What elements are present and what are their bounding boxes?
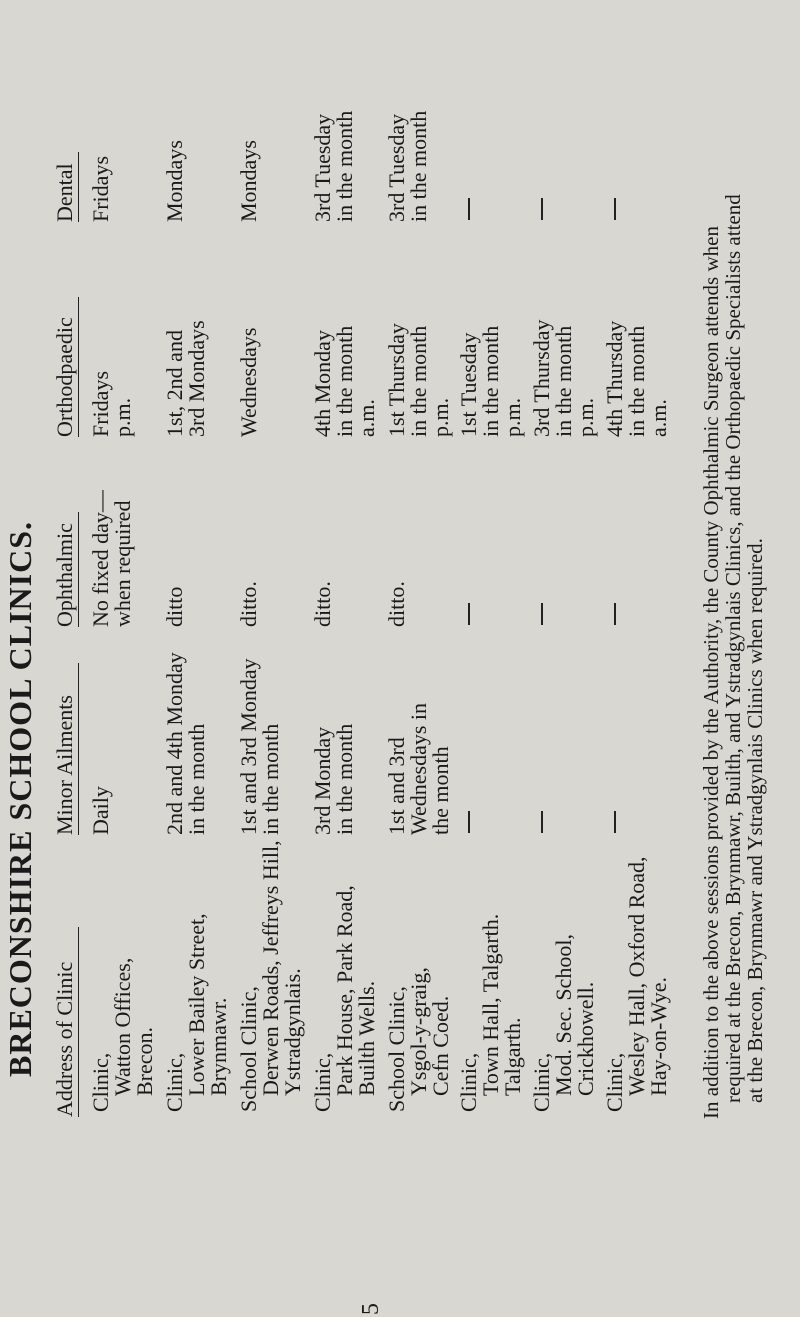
orthopaedic-cell xyxy=(458,326,524,437)
address-cell xyxy=(531,934,597,1112)
ophthalmic-cell xyxy=(238,581,260,627)
cell-line: ditto. xyxy=(236,581,261,627)
cell-line: Ystradgynlais. xyxy=(280,968,305,1096)
minor-ailments-cell xyxy=(238,658,282,835)
cell-line: in the month xyxy=(332,723,357,835)
cell-line: 4th Thursday xyxy=(602,320,627,437)
cell-line: 1st Thursday xyxy=(384,323,409,437)
cell-line: 3rd Thursday xyxy=(529,319,554,437)
cell-line: School Clinic, xyxy=(384,986,409,1112)
header-underline-address xyxy=(78,927,79,1117)
minor-empty-dash xyxy=(541,811,543,833)
page-number: 5 xyxy=(358,1303,384,1315)
cell-line: Mod. Sec. School, xyxy=(551,934,576,1096)
minor-ailments-cell xyxy=(312,724,356,835)
header-address: Address of Clinic xyxy=(52,961,77,1117)
page-title: BRECONSHIRE SCHOOL CLINICS. xyxy=(2,520,38,1077)
orthopaedic-cell xyxy=(386,323,452,437)
orthopaedic-cell xyxy=(604,321,670,437)
cell-line: Lower Bailey Street, xyxy=(184,913,209,1096)
minor-ailments-cell xyxy=(386,703,452,835)
dental-empty-dash xyxy=(541,198,543,220)
address-cell xyxy=(90,958,156,1112)
cell-line: Fridays xyxy=(88,371,113,437)
cell-line: Wesley Hall, Oxford Road, xyxy=(624,856,649,1096)
cell-line: Mondays xyxy=(236,140,261,222)
cell-line: ditto xyxy=(162,586,187,627)
cell-line: a.m. xyxy=(646,399,671,437)
header-orthopaedic: Orthodpaedic xyxy=(52,317,77,437)
cell-line: Daily xyxy=(88,786,113,835)
dental-cell xyxy=(164,140,186,222)
ophthalmic-cell xyxy=(164,587,186,627)
cell-line: Clinic, xyxy=(88,1052,113,1112)
cell-line: Derwen Roads, Jeffreys Hill, xyxy=(258,840,283,1096)
orthopaedic-cell xyxy=(238,328,260,437)
cell-line: Talgarth. xyxy=(500,1017,525,1096)
cell-line: Cefn Coed. xyxy=(428,995,453,1096)
orthopaedic-cell xyxy=(312,326,378,437)
cell-line: in the month xyxy=(332,110,357,222)
header-underline-minor xyxy=(78,663,79,835)
cell-line: Wednesdays in xyxy=(406,702,431,835)
ophthalmic-cell xyxy=(312,581,334,627)
cell-line: Clinic, xyxy=(310,1052,335,1112)
cell-line: ditto. xyxy=(310,581,335,627)
cell-line: a.m. xyxy=(354,399,379,437)
header-underline-orthopaedic xyxy=(78,297,79,437)
ophthalmic-cell xyxy=(386,581,408,627)
cell-line: p.m. xyxy=(573,397,598,437)
orthopaedic-cell xyxy=(531,319,597,437)
orthopaedic-cell xyxy=(164,320,208,437)
cell-line: Clinic, xyxy=(529,1052,554,1112)
cell-line: the month xyxy=(428,746,453,835)
cell-line: 3rd Tuesday xyxy=(384,113,409,222)
minor-ailments-cell xyxy=(90,786,112,835)
cell-line: in the month xyxy=(258,723,283,835)
ophthalmic-empty-dash xyxy=(468,603,470,625)
cell-line: Town Hall, Talgarth. xyxy=(478,913,503,1096)
cell-line: p.m. xyxy=(110,397,135,437)
cell-line: Crickhowell. xyxy=(573,981,598,1096)
cell-line: Builth Wells. xyxy=(354,980,379,1096)
address-cell xyxy=(164,913,230,1112)
footnote-line: at the Brecon, Brynmawr and Ystradgynlais Clinics when required. xyxy=(743,538,767,1103)
address-cell xyxy=(312,885,378,1112)
cell-line: 2nd and 4th Monday xyxy=(162,652,187,835)
cell-line: Ysgol-y-graig, xyxy=(406,967,431,1096)
address-cell xyxy=(604,856,670,1112)
header-underline-ophthalmic xyxy=(78,512,79,627)
cell-line: 3rd Mondays xyxy=(184,320,209,437)
address-cell xyxy=(458,914,524,1112)
cell-line: Brynmawr. xyxy=(206,997,231,1096)
ophthalmic-cell xyxy=(90,490,134,627)
cell-line: 3rd Monday xyxy=(310,726,335,835)
dental-cell xyxy=(386,111,430,222)
cell-line: Hay-on-Wye. xyxy=(646,976,671,1096)
orthopaedic-cell xyxy=(90,371,134,437)
cell-line: Mondays xyxy=(162,140,187,222)
cell-line: Clinic, xyxy=(162,1052,187,1112)
cell-line: p.m. xyxy=(500,397,525,437)
cell-line: School Clinic, xyxy=(236,986,261,1112)
dental-cell xyxy=(238,140,260,222)
footnote xyxy=(700,194,766,1119)
header-ophthalmic: Ophthalmic xyxy=(52,523,77,627)
cell-line: 1st Tuesday xyxy=(456,332,481,437)
cell-line: No fixed day— xyxy=(88,490,113,627)
dental-empty-dash xyxy=(468,198,470,220)
address-cell xyxy=(386,967,452,1112)
cell-line: in the month xyxy=(551,325,576,437)
minor-empty-dash xyxy=(614,811,616,833)
cell-line: when required xyxy=(110,500,135,627)
cell-line: Clinic, xyxy=(456,1052,481,1112)
header-minor-ailments: Minor Ailments xyxy=(52,695,77,835)
ophthalmic-empty-dash xyxy=(614,603,616,625)
cell-line: in the month xyxy=(406,325,431,437)
header-dental: Dental xyxy=(52,163,77,222)
cell-line: p.m. xyxy=(428,397,453,437)
dental-cell xyxy=(90,156,112,222)
cell-line: Brecon. xyxy=(132,1026,157,1096)
cell-line: in the month xyxy=(332,325,357,437)
cell-line: in the month xyxy=(624,325,649,437)
cell-line: Watton Offices, xyxy=(110,957,135,1096)
cell-line: Wednesdays xyxy=(236,327,261,437)
header-underline-dental xyxy=(78,152,79,222)
address-cell xyxy=(238,840,304,1112)
cell-line: 1st and 3rd Monday xyxy=(236,658,261,835)
cell-line: in the month xyxy=(406,110,431,222)
dental-empty-dash xyxy=(614,198,616,220)
minor-empty-dash xyxy=(468,811,470,833)
cell-line: 1st and 3rd xyxy=(384,737,409,835)
footnote-line: required at the Brecon, Brynmawr, Builth, and Ystradgynlais Clinics, and the Orthopaedic Specialists attend xyxy=(721,194,745,1103)
cell-line: 4th Monday xyxy=(310,330,335,437)
ophthalmic-empty-dash xyxy=(541,603,543,625)
cell-line: Park House, Park Road, xyxy=(332,885,357,1096)
cell-line: in the month xyxy=(478,325,503,437)
cell-line: ditto. xyxy=(384,581,409,627)
cell-line: 3rd Tuesday xyxy=(310,113,335,222)
cell-line: 1st, 2nd and xyxy=(162,330,187,437)
dental-cell xyxy=(312,111,356,222)
cell-line: Clinic, xyxy=(602,1052,627,1112)
cell-line: in the month xyxy=(184,723,209,835)
footnote-line: In addition to the above sessions provided by the Authority, the County Ophthalmic Surgeon attends when xyxy=(699,226,723,1119)
minor-ailments-cell xyxy=(164,652,208,835)
cell-line: Fridays xyxy=(88,156,113,222)
